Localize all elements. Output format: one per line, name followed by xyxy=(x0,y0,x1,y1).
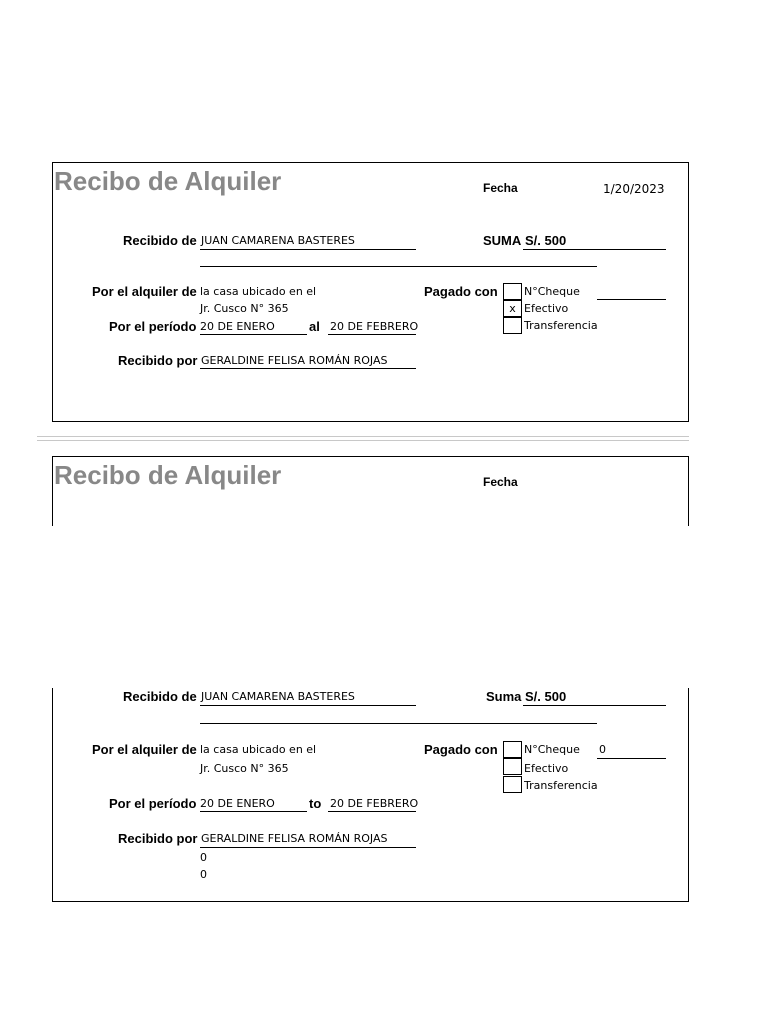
receipt-1-periodo-label: Por el período xyxy=(109,319,197,334)
receipt-1-recibido-por-value: GERALDINE FELISA ROMÁN ROJAS xyxy=(201,354,388,367)
receipt-2-recibido-por-label: Recibido por xyxy=(118,831,198,846)
receipt-2-alquiler-label: Por el alquiler de xyxy=(92,742,197,757)
receipt-2-pagado-label: Pagado con xyxy=(424,742,498,757)
receipt-2-cheque-checkbox[interactable] xyxy=(503,741,522,758)
receipt-2-periodo-label: Por el período xyxy=(109,796,197,811)
receipt-1-periodo-to: 20 DE FEBRERO xyxy=(330,320,419,333)
receipt-2-transferencia-label: Transferencia xyxy=(524,779,598,792)
receipt-1-periodo-from-underline xyxy=(200,334,307,335)
receipt-1-cheque-underline xyxy=(597,299,666,300)
receipt-2-extra-line1: 0 xyxy=(200,851,207,864)
receipt-1-alquiler-label: Por el alquiler de xyxy=(92,284,197,299)
receipt-1-efectivo-label: Efectivo xyxy=(524,302,569,315)
receipt-1-suma-underline xyxy=(523,249,666,250)
receipt-1-title: Recibo de Alquiler xyxy=(54,166,282,196)
receipt-2-periodo-sep: to xyxy=(309,796,322,811)
receipt-2-recibido-de-underline xyxy=(200,705,416,706)
receipt-1-cheque-label: N°Cheque xyxy=(524,285,580,298)
receipt-2-transferencia-checkbox[interactable] xyxy=(503,776,522,793)
receipt-1-pagado-label: Pagado con xyxy=(424,284,498,299)
receipt-1-periodo-sep: al xyxy=(309,319,320,334)
receipt-1-periodo-to-underline xyxy=(328,334,416,335)
receipt-2-suma-value: S/. 500 xyxy=(525,689,567,704)
receipt-1-suma-label: SUMA xyxy=(483,233,522,248)
receipt-1-recibido-de-value: JUAN CAMARENA BASTERES xyxy=(201,234,355,247)
receipt-2-cheque-value: 0 xyxy=(599,743,606,756)
receipt-1-fecha-value: 1/20/2023 xyxy=(603,182,665,196)
receipt-2-fecha-label: Fecha xyxy=(483,475,518,489)
receipt-2-blank-line xyxy=(200,723,597,724)
receipt-2-alquiler-line2: Jr. Cusco N° 365 xyxy=(200,762,289,775)
receipt-2-periodo-from: 20 DE ENERO xyxy=(200,797,275,810)
receipt-1-cheque-checkbox[interactable] xyxy=(503,283,522,300)
receipt-1-recibido-por-label: Recibido por xyxy=(118,353,198,368)
receipt-2-periodo-to: 20 DE FEBRERO xyxy=(330,797,419,810)
page-separator-bottom xyxy=(37,440,689,441)
receipt-1-alquiler-line2: Jr. Cusco N° 365 xyxy=(200,302,289,315)
receipt-2-efectivo-label: Efectivo xyxy=(524,762,569,775)
receipt-1-blank-line xyxy=(200,266,597,267)
receipt-2-suma-underline xyxy=(523,705,666,706)
receipt-2-periodo-to-underline xyxy=(328,811,416,812)
receipt-2-frame-bottom xyxy=(52,688,689,902)
receipt-2-suma-label: Suma xyxy=(486,689,522,704)
receipt-2-cheque-label: N°Cheque xyxy=(524,743,580,756)
receipt-2-extra-line2: 0 xyxy=(200,868,207,881)
receipt-2-recibido-de-value: JUAN CAMARENA BASTERES xyxy=(201,690,355,703)
receipt-1-recibido-por-underline xyxy=(200,368,416,369)
receipt-1-alquiler-line1: la casa ubicado en el xyxy=(200,285,317,298)
receipt-1-transferencia-checkbox[interactable] xyxy=(503,317,522,334)
receipt-2-alquiler-line1: la casa ubicado en el xyxy=(200,743,317,756)
receipt-1-periodo-from: 20 DE ENERO xyxy=(200,320,275,333)
receipt-1-suma-value: S/. 500 xyxy=(525,233,567,248)
receipt-1-efectivo-checkbox[interactable]: x xyxy=(503,300,522,317)
receipt-2-efectivo-checkbox[interactable] xyxy=(503,758,522,775)
receipt-1-recibido-de-label: Recibido de xyxy=(123,233,197,248)
receipt-2-periodo-from-underline xyxy=(200,811,307,812)
receipt-2-recibido-por-underline xyxy=(200,847,416,848)
receipt-2-recibido-por-value: GERALDINE FELISA ROMÁN ROJAS xyxy=(201,832,388,845)
receipt-1-fecha-label: Fecha xyxy=(483,181,518,195)
receipt-2-cheque-underline xyxy=(597,758,666,759)
receipt-1-transferencia-label: Transferencia xyxy=(524,319,598,332)
receipt-2-recibido-de-label: Recibido de xyxy=(123,689,197,704)
receipt-1-recibido-de-underline xyxy=(200,249,416,250)
receipt-2-title: Recibo de Alquiler xyxy=(54,460,282,490)
page-separator-top xyxy=(37,436,689,437)
